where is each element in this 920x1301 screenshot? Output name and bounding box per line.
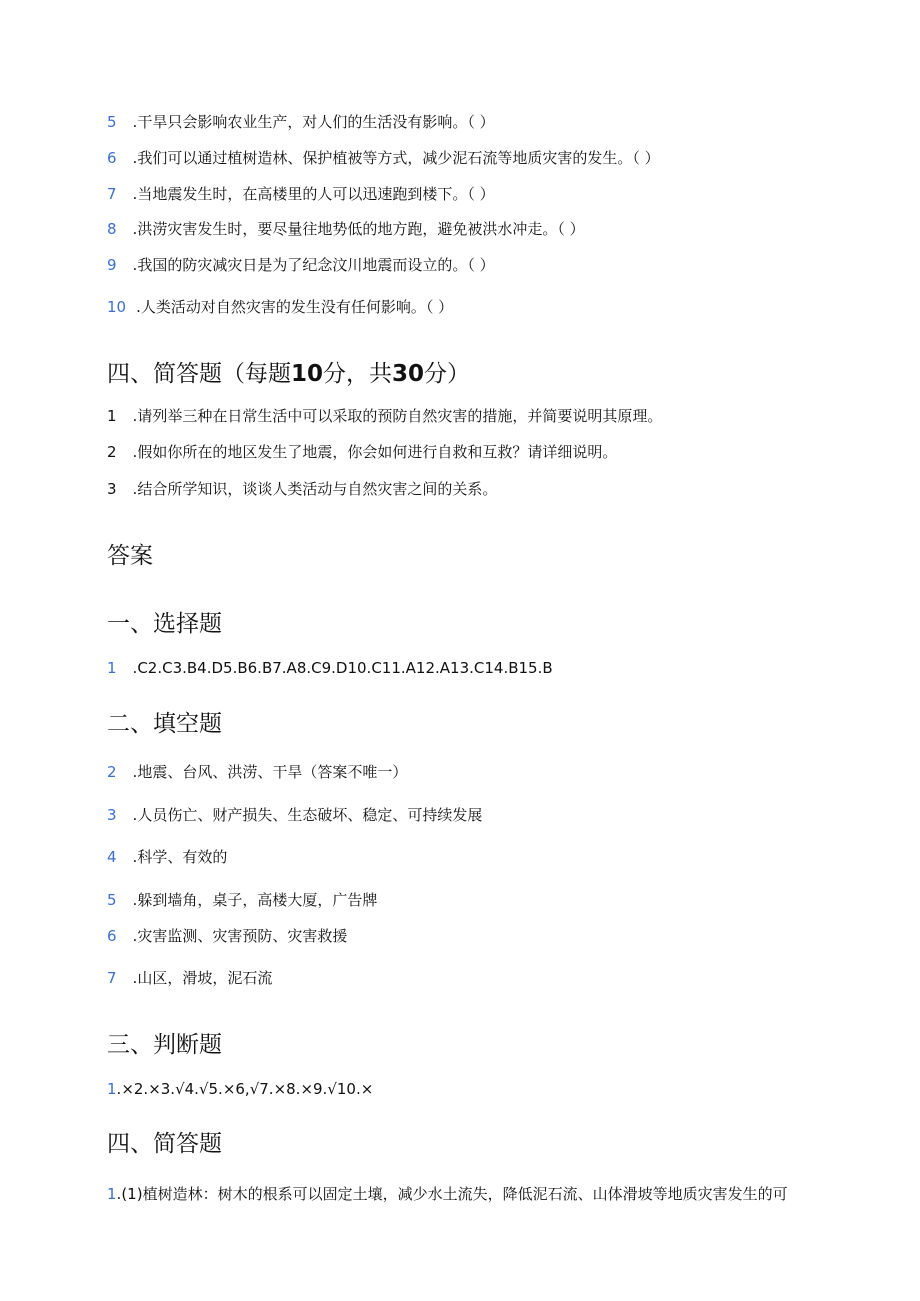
answer-number: 6 — [107, 927, 117, 945]
answer-number: 1 — [107, 1185, 117, 1203]
question-text: .请列举三种在日常生活中可以采取的预防自然灾害的措施，并简要说明其原理。 — [132, 407, 663, 425]
answer-fill-item-5 — [107, 890, 377, 910]
question-text: .假如你所在的地区发生了地震，你会如何进行自救和互救？请详细说明。 — [132, 443, 618, 461]
answer-section-fill-title: 二、填空题 — [107, 711, 222, 737]
question-number: 10 — [107, 298, 127, 316]
judge-question-10 — [107, 297, 453, 317]
answer-fill-item-4 — [107, 847, 227, 867]
answer-text: .科学、有效的 — [132, 848, 228, 866]
judge-question-9 — [107, 255, 495, 275]
answer-text: .(1)植树造林：树木的根系可以固定土壤，减少水土流失，降低泥石流、山体滑坡等地质灾害发生的可 — [116, 1185, 788, 1203]
section-heading-short-answer — [107, 359, 470, 389]
short-question-2 — [107, 442, 617, 462]
answer-short-line — [107, 1184, 788, 1204]
question-number: 6 — [107, 149, 117, 167]
heading-suffix: 分） — [424, 361, 471, 387]
answer-number: 7 — [107, 969, 117, 987]
question-text: .洪涝灾害发生时，要尽量往地势低的地方跑，避免被洪水冲走。（ ） — [132, 220, 585, 238]
question-number: 8 — [107, 220, 117, 238]
question-text: .当地震发生时，在高楼里的人可以迅速跑到楼下。（ ） — [132, 185, 495, 203]
answer-section-judge-title: 三、判断题 — [107, 1032, 222, 1058]
answer-judge-line — [107, 1079, 373, 1099]
answer-text: .躲到墙角，桌子，高楼大厦，广告牌 — [132, 891, 378, 909]
answer-text: .地震、台风、洪涝、干旱（答案不唯一） — [132, 763, 408, 781]
answer-text: .山区，滑坡，泥石流 — [132, 969, 273, 987]
question-text: .干旱只会影响农业生产，对人们的生活没有影响。（ ） — [132, 113, 495, 131]
heading-middle: 分，共 — [323, 361, 393, 387]
question-text: .结合所学知识，谈谈人类活动与自然灾害之间的关系。 — [132, 480, 498, 498]
question-text: .我们可以通过植树造林、保护植被等方式，减少泥石流等地质灾害的发生。（ ） — [132, 149, 660, 167]
question-number: 7 — [107, 185, 117, 203]
answer-text: .人员伤亡、财产损失、生态破坏、稳定、可持续发展 — [132, 806, 483, 824]
short-question-1 — [107, 406, 662, 426]
answer-fill-item-2 — [107, 762, 407, 782]
heading-prefix: 四、简答题（每题 — [107, 361, 291, 387]
heading-score-each: 10 — [291, 361, 324, 387]
question-number: 3 — [107, 480, 117, 498]
answer-section-short-title: 四、简答题 — [107, 1131, 222, 1157]
answer-number: 4 — [107, 848, 117, 866]
answer-text: .灾害监测、灾害预防、灾害救援 — [132, 927, 348, 945]
answer-number: 2 — [107, 763, 117, 781]
question-number: 1 — [107, 407, 117, 425]
answer-text: .×2.×3.√4.√5.×6,√7.×8.×9.√10.× — [116, 1080, 374, 1098]
heading-score-total: 30 — [392, 361, 425, 387]
answer-number: 1 — [107, 659, 117, 677]
answer-fill-item-3 — [107, 805, 482, 825]
question-text: .我国的防灾减灾日是为了纪念汶川地震而设立的。（ ） — [132, 256, 495, 274]
question-text: .人类活动对自然灾害的发生没有任何影响。（ ） — [136, 298, 454, 316]
answer-text: .C2.C3.B4.D5.B6.B7.A8.C9.D10.C11.A12.A13.C14.B15.B — [132, 659, 553, 677]
judge-question-7 — [107, 184, 495, 204]
question-number: 2 — [107, 443, 117, 461]
answer-section-choice-title: 一、选择题 — [107, 611, 222, 637]
answers-title: 答案 — [107, 543, 153, 569]
answer-number: 3 — [107, 806, 117, 824]
judge-question-5 — [107, 112, 495, 132]
answer-number: 1 — [107, 1080, 117, 1098]
judge-question-6 — [107, 148, 660, 168]
judge-question-8 — [107, 219, 585, 239]
answer-choice-line — [107, 658, 553, 678]
short-question-3 — [107, 479, 497, 499]
answer-number: 5 — [107, 891, 117, 909]
question-number: 9 — [107, 256, 117, 274]
question-number: 5 — [107, 113, 117, 131]
answer-fill-item-7 — [107, 968, 272, 988]
answer-fill-item-6 — [107, 926, 347, 946]
